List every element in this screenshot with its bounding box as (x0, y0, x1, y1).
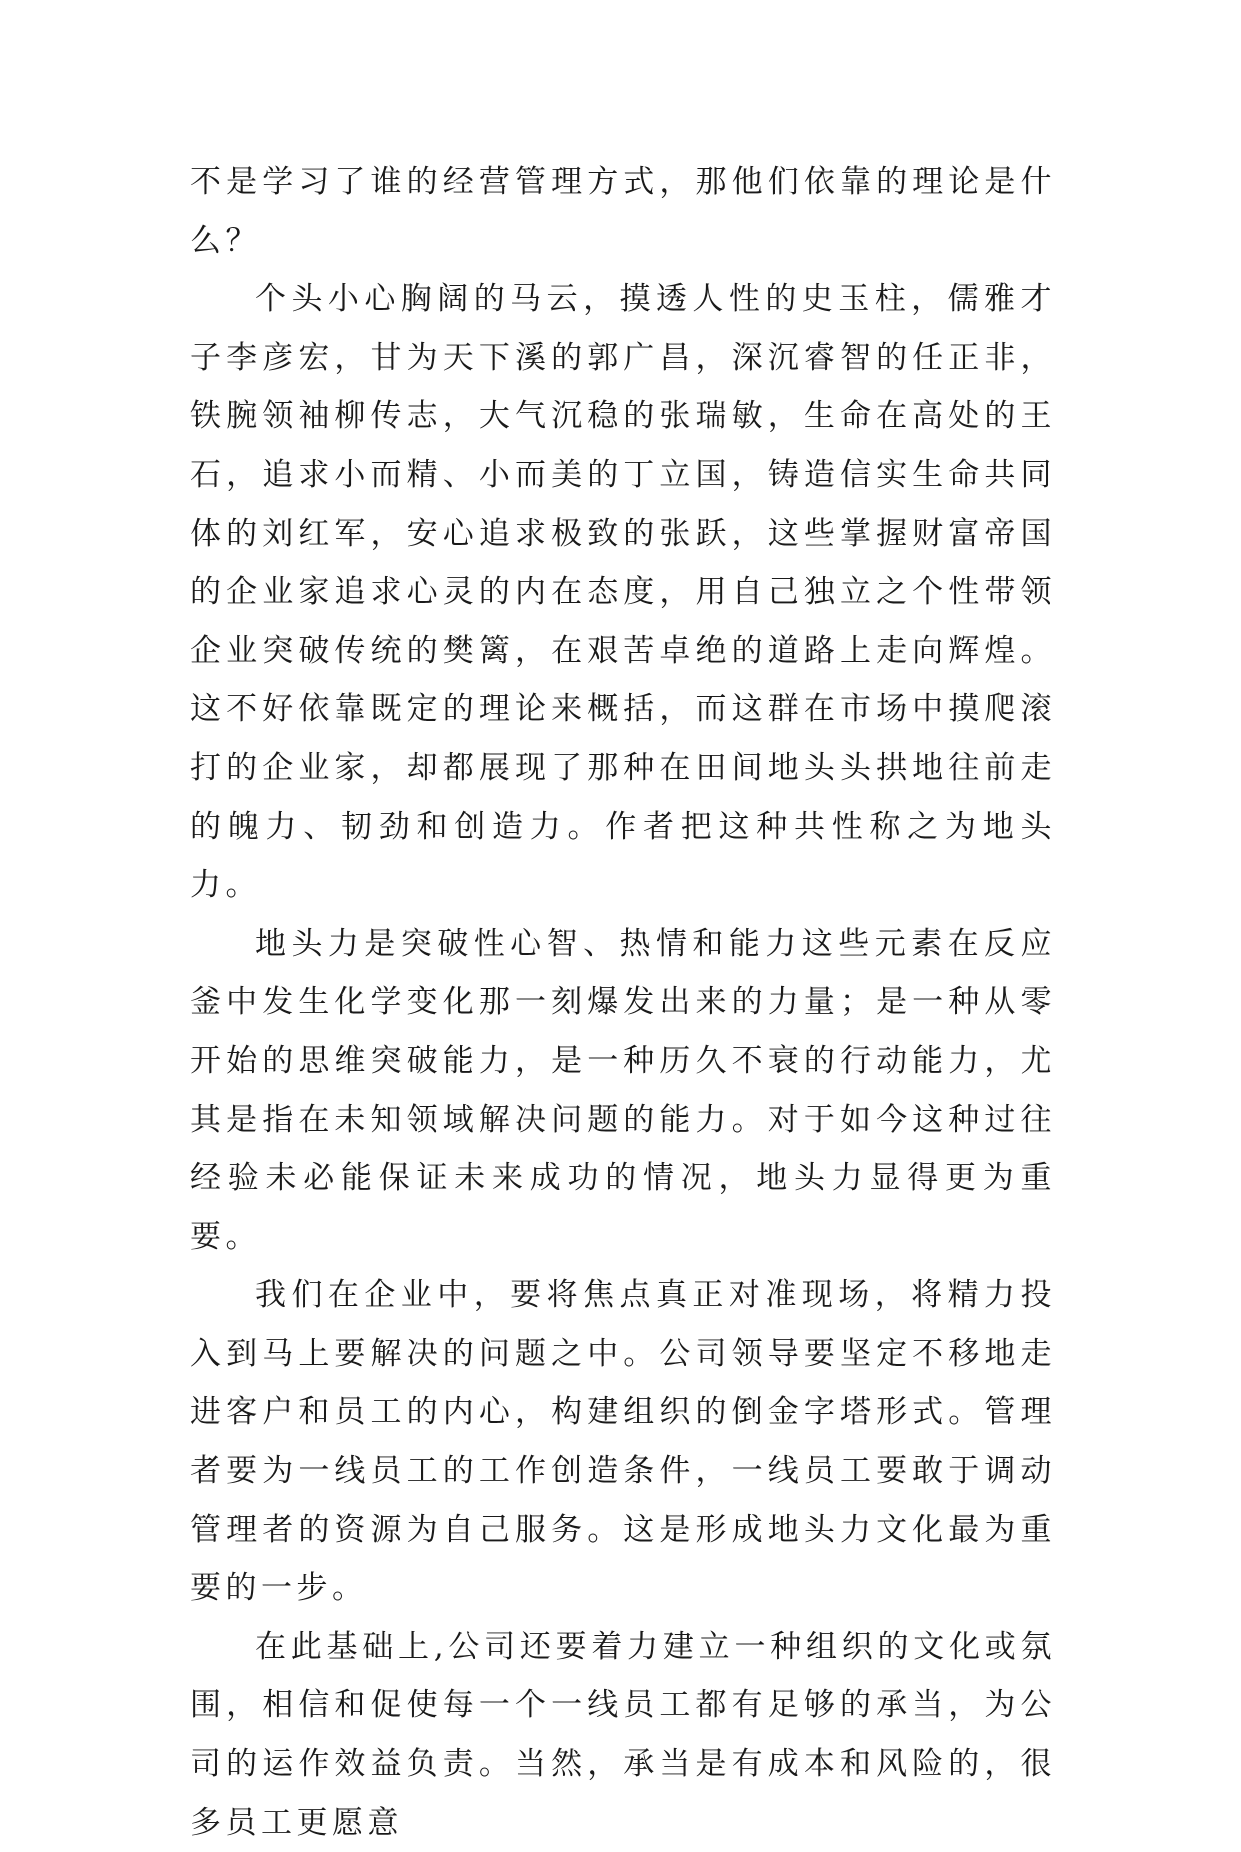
body-text (190, 153, 1056, 1852)
paragraph-entrepreneurs: 个头小心胸阔的马云，摸透人性的史玉柱，儒雅才子李彦宏，甘为天下溪的郭广昌，深沉睿智的任正非，铁腕领袖柳传志，大气沉稳的张瑞敏，生命在高处的王石，追求小而精、小而美的丁立国，铸造信实生命共同体的刘红军，安心追求极致的张跃，这些掌握财富帝国的企业家追求心灵的内在态度，用自己独立之个性带领企业突破传统的樊篱，在艰苦卓绝的道路上走向辉煌。这不好依靠既定的理论来概括，而这群在市场中摸爬滚打的企业家，却都展现了那种在田间地头头拱地往前走的魄力、韧劲和创造力。作者把这种共性称之为地头力。 (190, 281, 1056, 904)
paragraph-organization-culture: 在此基础上,公司还要着力建立一种组织的文化或氛围，相信和促使每一个一线员工都有足够的承当，为公司的运作效益负责。当然，承当是有成本和风险的，很多员工更愿意 (190, 1628, 1056, 1841)
paragraph-ditouli-definition: 地头力是突破性心智、热情和能力这些元素在反应釜中发生化学变化那一刻爆发出来的力量；是一种从零开始的思维突破能力，是一种历久不衰的行动能力，尤其是指在未知领域解决问题的能力。对于如今这种过往经验未必能保证未来成功的情况，地头力显得更为重要。 (190, 925, 1056, 1255)
paragraph-continuation: 不是学习了谁的经营管理方式，那他们依靠的理论是什么？ (190, 164, 1056, 259)
paragraph-focus-on-site: 我们在企业中，要将焦点真正对准现场，将精力投入到马上要解决的问题之中。公司领导要坚定不移地走进客户和员工的内心，构建组织的倒金字塔形式。管理者要为一线员工的工作创造条件，一线员工要敢于调动管理者的资源为自己服务。这是形成地头力文化最为重要的一步。 (190, 1277, 1056, 1607)
